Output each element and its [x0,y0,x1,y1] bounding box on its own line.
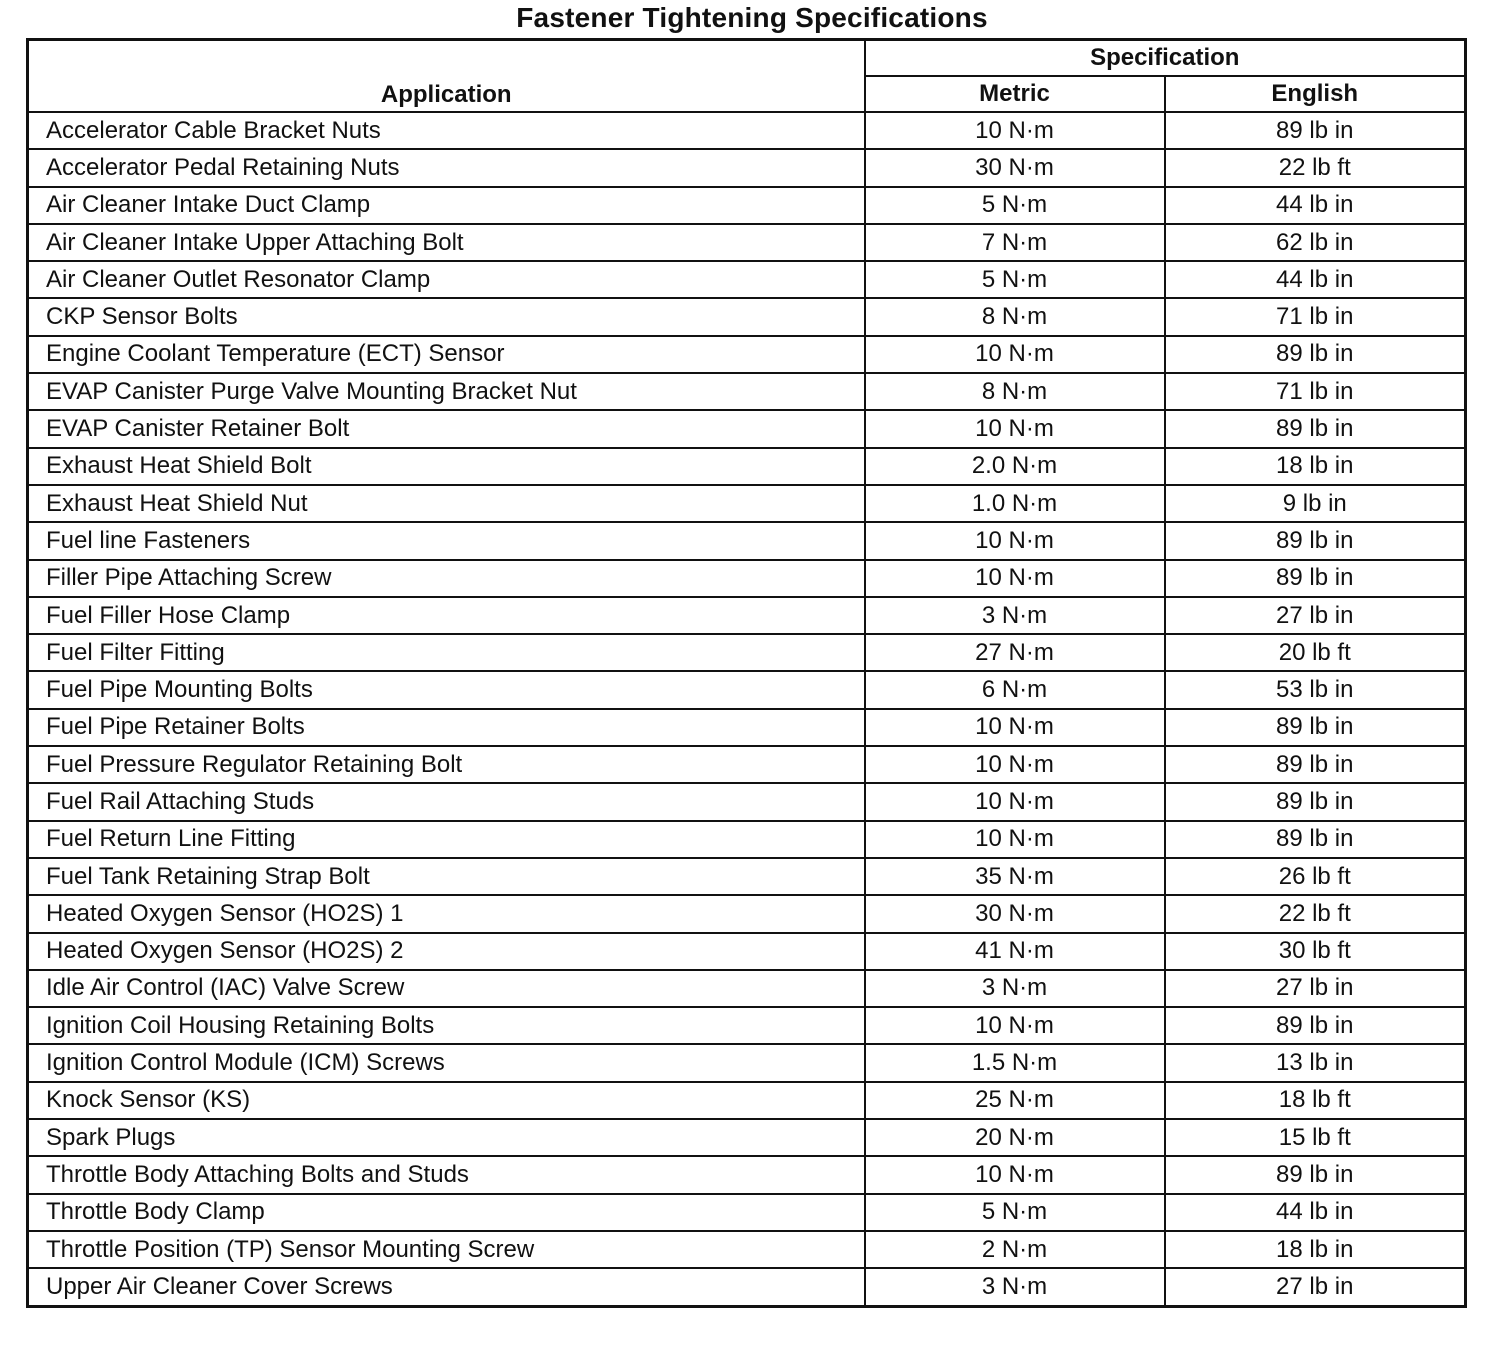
table-row [28,522,1466,559]
table-row [28,858,1466,895]
table-row [28,187,1466,224]
english-cell: 62 lb in [1165,224,1466,261]
english-cell: 44 lb in [1165,1194,1466,1231]
application-column-header: Application [28,40,865,113]
english-cell: 89 lb in [1165,1007,1466,1044]
table-row [28,895,1466,932]
english-cell: 44 lb in [1165,261,1466,298]
metric-cell: 41 N·m [865,933,1165,970]
english-cell: 71 lb in [1165,373,1466,410]
application-cell: Accelerator Pedal Retaining Nuts [28,149,865,186]
table-row [28,933,1466,970]
metric-cell: 10 N·m [865,709,1165,746]
table-row [28,709,1466,746]
metric-cell: 7 N·m [865,224,1165,261]
table-row [28,634,1466,671]
metric-cell: 10 N·m [865,1007,1165,1044]
english-column-header: English [1165,76,1466,112]
table-row [28,597,1466,634]
metric-cell: 35 N·m [865,858,1165,895]
application-cell: Air Cleaner Outlet Resonator Clamp [28,261,865,298]
metric-cell: 1.0 N·m [865,485,1165,522]
english-cell: 89 lb in [1165,522,1466,559]
application-cell: Accelerator Cable Bracket Nuts [28,112,865,149]
page-title: Fastener Tightening Specifications [516,2,988,33]
table-row [28,783,1466,820]
application-cell: Air Cleaner Intake Upper Attaching Bolt [28,224,865,261]
metric-cell: 30 N·m [865,149,1165,186]
english-cell: 27 lb in [1165,1268,1466,1306]
english-cell: 89 lb in [1165,410,1466,447]
specification-column-header: Specification [865,40,1466,77]
english-cell: 20 lb ft [1165,634,1466,671]
table-header [28,40,1466,113]
application-cell: Knock Sensor (KS) [28,1082,865,1119]
metric-cell: 10 N·m [865,522,1165,559]
table-row [28,1119,1466,1156]
application-cell: Air Cleaner Intake Duct Clamp [28,187,865,224]
table-row [28,1156,1466,1193]
table-row [28,1007,1466,1044]
metric-cell: 5 N·m [865,1194,1165,1231]
metric-cell: 2.0 N·m [865,448,1165,485]
english-cell: 26 lb ft [1165,858,1466,895]
english-cell: 13 lb in [1165,1044,1466,1081]
application-cell: Throttle Body Attaching Bolts and Studs [28,1156,865,1193]
metric-cell: 3 N·m [865,597,1165,634]
table-row [28,1268,1466,1306]
metric-cell: 6 N·m [865,671,1165,708]
application-cell: Heated Oxygen Sensor (HO2S) 2 [28,933,865,970]
english-cell: 89 lb in [1165,821,1466,858]
table-row [28,1044,1466,1081]
table-row [28,336,1466,373]
metric-cell: 25 N·m [865,1082,1165,1119]
metric-cell: 3 N·m [865,1268,1165,1306]
english-cell: 22 lb ft [1165,895,1466,932]
english-cell: 89 lb in [1165,560,1466,597]
metric-cell: 10 N·m [865,336,1165,373]
english-cell: 22 lb ft [1165,149,1466,186]
metric-cell: 10 N·m [865,560,1165,597]
header-row-top [28,40,1466,77]
metric-cell: 10 N·m [865,112,1165,149]
specifications-table [26,38,1467,1308]
english-cell: 71 lb in [1165,298,1466,335]
application-cell: Filler Pipe Attaching Screw [28,560,865,597]
table-row [28,671,1466,708]
english-cell: 30 lb ft [1165,933,1466,970]
table-row [28,112,1466,149]
metric-cell: 1.5 N·m [865,1044,1165,1081]
metric-cell: 10 N·m [865,821,1165,858]
english-cell: 18 lb in [1165,1231,1466,1268]
application-cell: Spark Plugs [28,1119,865,1156]
english-cell: 89 lb in [1165,112,1466,149]
metric-cell: 5 N·m [865,187,1165,224]
application-cell: Throttle Position (TP) Sensor Mounting Screw [28,1231,865,1268]
application-cell: Fuel Tank Retaining Strap Bolt [28,858,865,895]
table-row [28,298,1466,335]
application-cell: Fuel Pipe Mounting Bolts [28,671,865,708]
english-cell: 44 lb in [1165,187,1466,224]
application-cell: Exhaust Heat Shield Bolt [28,448,865,485]
english-cell: 89 lb in [1165,746,1466,783]
application-cell: Fuel Pressure Regulator Retaining Bolt [28,746,865,783]
application-cell: Fuel Rail Attaching Studs [28,783,865,820]
table-row [28,970,1466,1007]
english-cell: 89 lb in [1165,1156,1466,1193]
table-row [28,149,1466,186]
english-cell: 89 lb in [1165,336,1466,373]
application-cell: Engine Coolant Temperature (ECT) Sensor [28,336,865,373]
english-cell: 27 lb in [1165,970,1466,1007]
table-row [28,448,1466,485]
english-cell: 15 lb ft [1165,1119,1466,1156]
application-cell: Upper Air Cleaner Cover Screws [28,1268,865,1306]
english-cell: 53 lb in [1165,671,1466,708]
table-row [28,1082,1466,1119]
application-cell: Idle Air Control (IAC) Valve Screw [28,970,865,1007]
application-cell: Ignition Coil Housing Retaining Bolts [28,1007,865,1044]
application-cell: Fuel Return Line Fitting [28,821,865,858]
application-cell: Fuel Filter Fitting [28,634,865,671]
table-row [28,410,1466,447]
metric-column-header: Metric [865,76,1165,112]
application-cell: CKP Sensor Bolts [28,298,865,335]
english-cell: 18 lb in [1165,448,1466,485]
table-row [28,1231,1466,1268]
table-row [28,560,1466,597]
table-body [28,112,1466,1306]
metric-cell: 10 N·m [865,783,1165,820]
english-cell: 18 lb ft [1165,1082,1466,1119]
english-cell: 89 lb in [1165,783,1466,820]
application-cell: Fuel Pipe Retainer Bolts [28,709,865,746]
table-row [28,224,1466,261]
metric-cell: 20 N·m [865,1119,1165,1156]
metric-cell: 10 N·m [865,1156,1165,1193]
metric-cell: 8 N·m [865,373,1165,410]
metric-cell: 5 N·m [865,261,1165,298]
metric-cell: 10 N·m [865,410,1165,447]
application-cell: Fuel Filler Hose Clamp [28,597,865,634]
metric-cell: 10 N·m [865,746,1165,783]
table-row [28,821,1466,858]
table-row [28,373,1466,410]
table-row [28,485,1466,522]
table-row [28,261,1466,298]
english-cell: 9 lb in [1165,485,1466,522]
english-cell: 27 lb in [1165,597,1466,634]
application-cell: Heated Oxygen Sensor (HO2S) 1 [28,895,865,932]
table-row [28,1194,1466,1231]
table-row [28,746,1466,783]
metric-cell: 27 N·m [865,634,1165,671]
application-cell: EVAP Canister Purge Valve Mounting Bracket Nut [28,373,865,410]
application-cell: Fuel line Fasteners [28,522,865,559]
metric-cell: 30 N·m [865,895,1165,932]
metric-cell: 3 N·m [865,970,1165,1007]
metric-cell: 8 N·m [865,298,1165,335]
application-cell: Ignition Control Module (ICM) Screws [28,1044,865,1081]
application-cell: Exhaust Heat Shield Nut [28,485,865,522]
application-cell: EVAP Canister Retainer Bolt [28,410,865,447]
english-cell: 89 lb in [1165,709,1466,746]
application-cell: Throttle Body Clamp [28,1194,865,1231]
metric-cell: 2 N·m [865,1231,1165,1268]
